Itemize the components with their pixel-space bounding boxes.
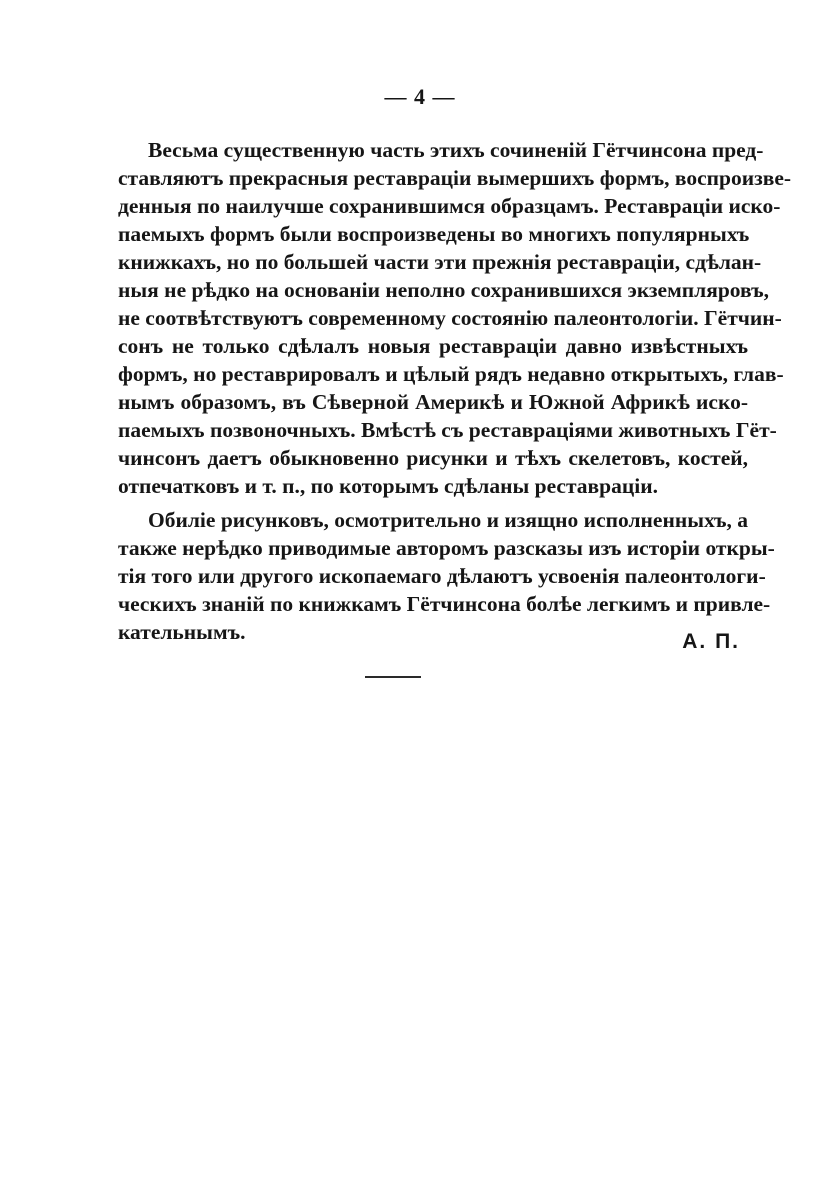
paragraph-2-line-2: также нерѣдко приводимые авторомъ разсказы изъ исторіи откры- xyxy=(118,536,775,560)
paragraph-2-line-1: Обиліе рисунковъ, осмотрительно и изящно исполненныхъ, а xyxy=(148,508,748,532)
paragraph-2-line-4: ческихъ знаній по книжкамъ Гётчинсона болѣе легкимъ и привле- xyxy=(118,592,771,616)
paragraph-1-line-8: сонъ не только сдѣлалъ новыя реставраціи давно извѣстныхъ xyxy=(118,334,748,358)
author-initials: А. П. xyxy=(682,630,740,653)
paragraph-2-line-5: кательнымъ. xyxy=(118,620,246,644)
paragraph-1-line-3: денныя по наилучше сохранившимся образцамъ. Реставраціи иско- xyxy=(118,194,781,218)
paragraph-1-line-5: книжкахъ, но по большей части эти прежнія реставраціи, сдѣлан- xyxy=(118,250,762,274)
paragraph-1-line-13: отпечатковъ и т. п., по которымъ сдѣланы реставраціи. xyxy=(118,474,658,498)
paragraph-1-line-6: ныя не рѣдко на основаніи неполно сохранившихся экземпляровъ, xyxy=(118,278,769,302)
paragraph-1-line-2: ставляютъ прекрасныя реставраціи вымершихъ формъ, воспроизве- xyxy=(118,166,792,190)
paragraph-1-line-9: формъ, но реставрировалъ и цѣлый рядъ недавно открытыхъ, глав- xyxy=(118,362,784,386)
paragraph-1-line-7: не соотвѣтствуютъ современному состоянію палеонтологіи. Гётчин- xyxy=(118,306,782,330)
page-number: — 4 — xyxy=(384,84,456,109)
paragraph-1-line-4: паемыхъ формъ были воспроизведены во многихъ популярныхъ xyxy=(118,222,750,246)
paragraph-2-line-3: тія того или другого ископаемаго дѣлаютъ усвоенія палеонтологи- xyxy=(118,564,766,588)
paragraph-1-line-11: паемыхъ позвоночныхъ. Вмѣстѣ съ реставраціями животныхъ Гёт- xyxy=(118,418,777,442)
paragraph-1-line-10: нымъ образомъ, въ Сѣверной Америкѣ и Южной Африкѣ иско- xyxy=(118,390,748,414)
paragraph-1-line-1: Весьма существенную часть этихъ сочиненій Гётчинсона пред- xyxy=(148,138,764,162)
end-rule xyxy=(365,676,421,678)
paragraph-1-line-12: чинсонъ даетъ обыкновенно рисунки и тѣхъ скелетовъ, костей, xyxy=(118,446,748,470)
